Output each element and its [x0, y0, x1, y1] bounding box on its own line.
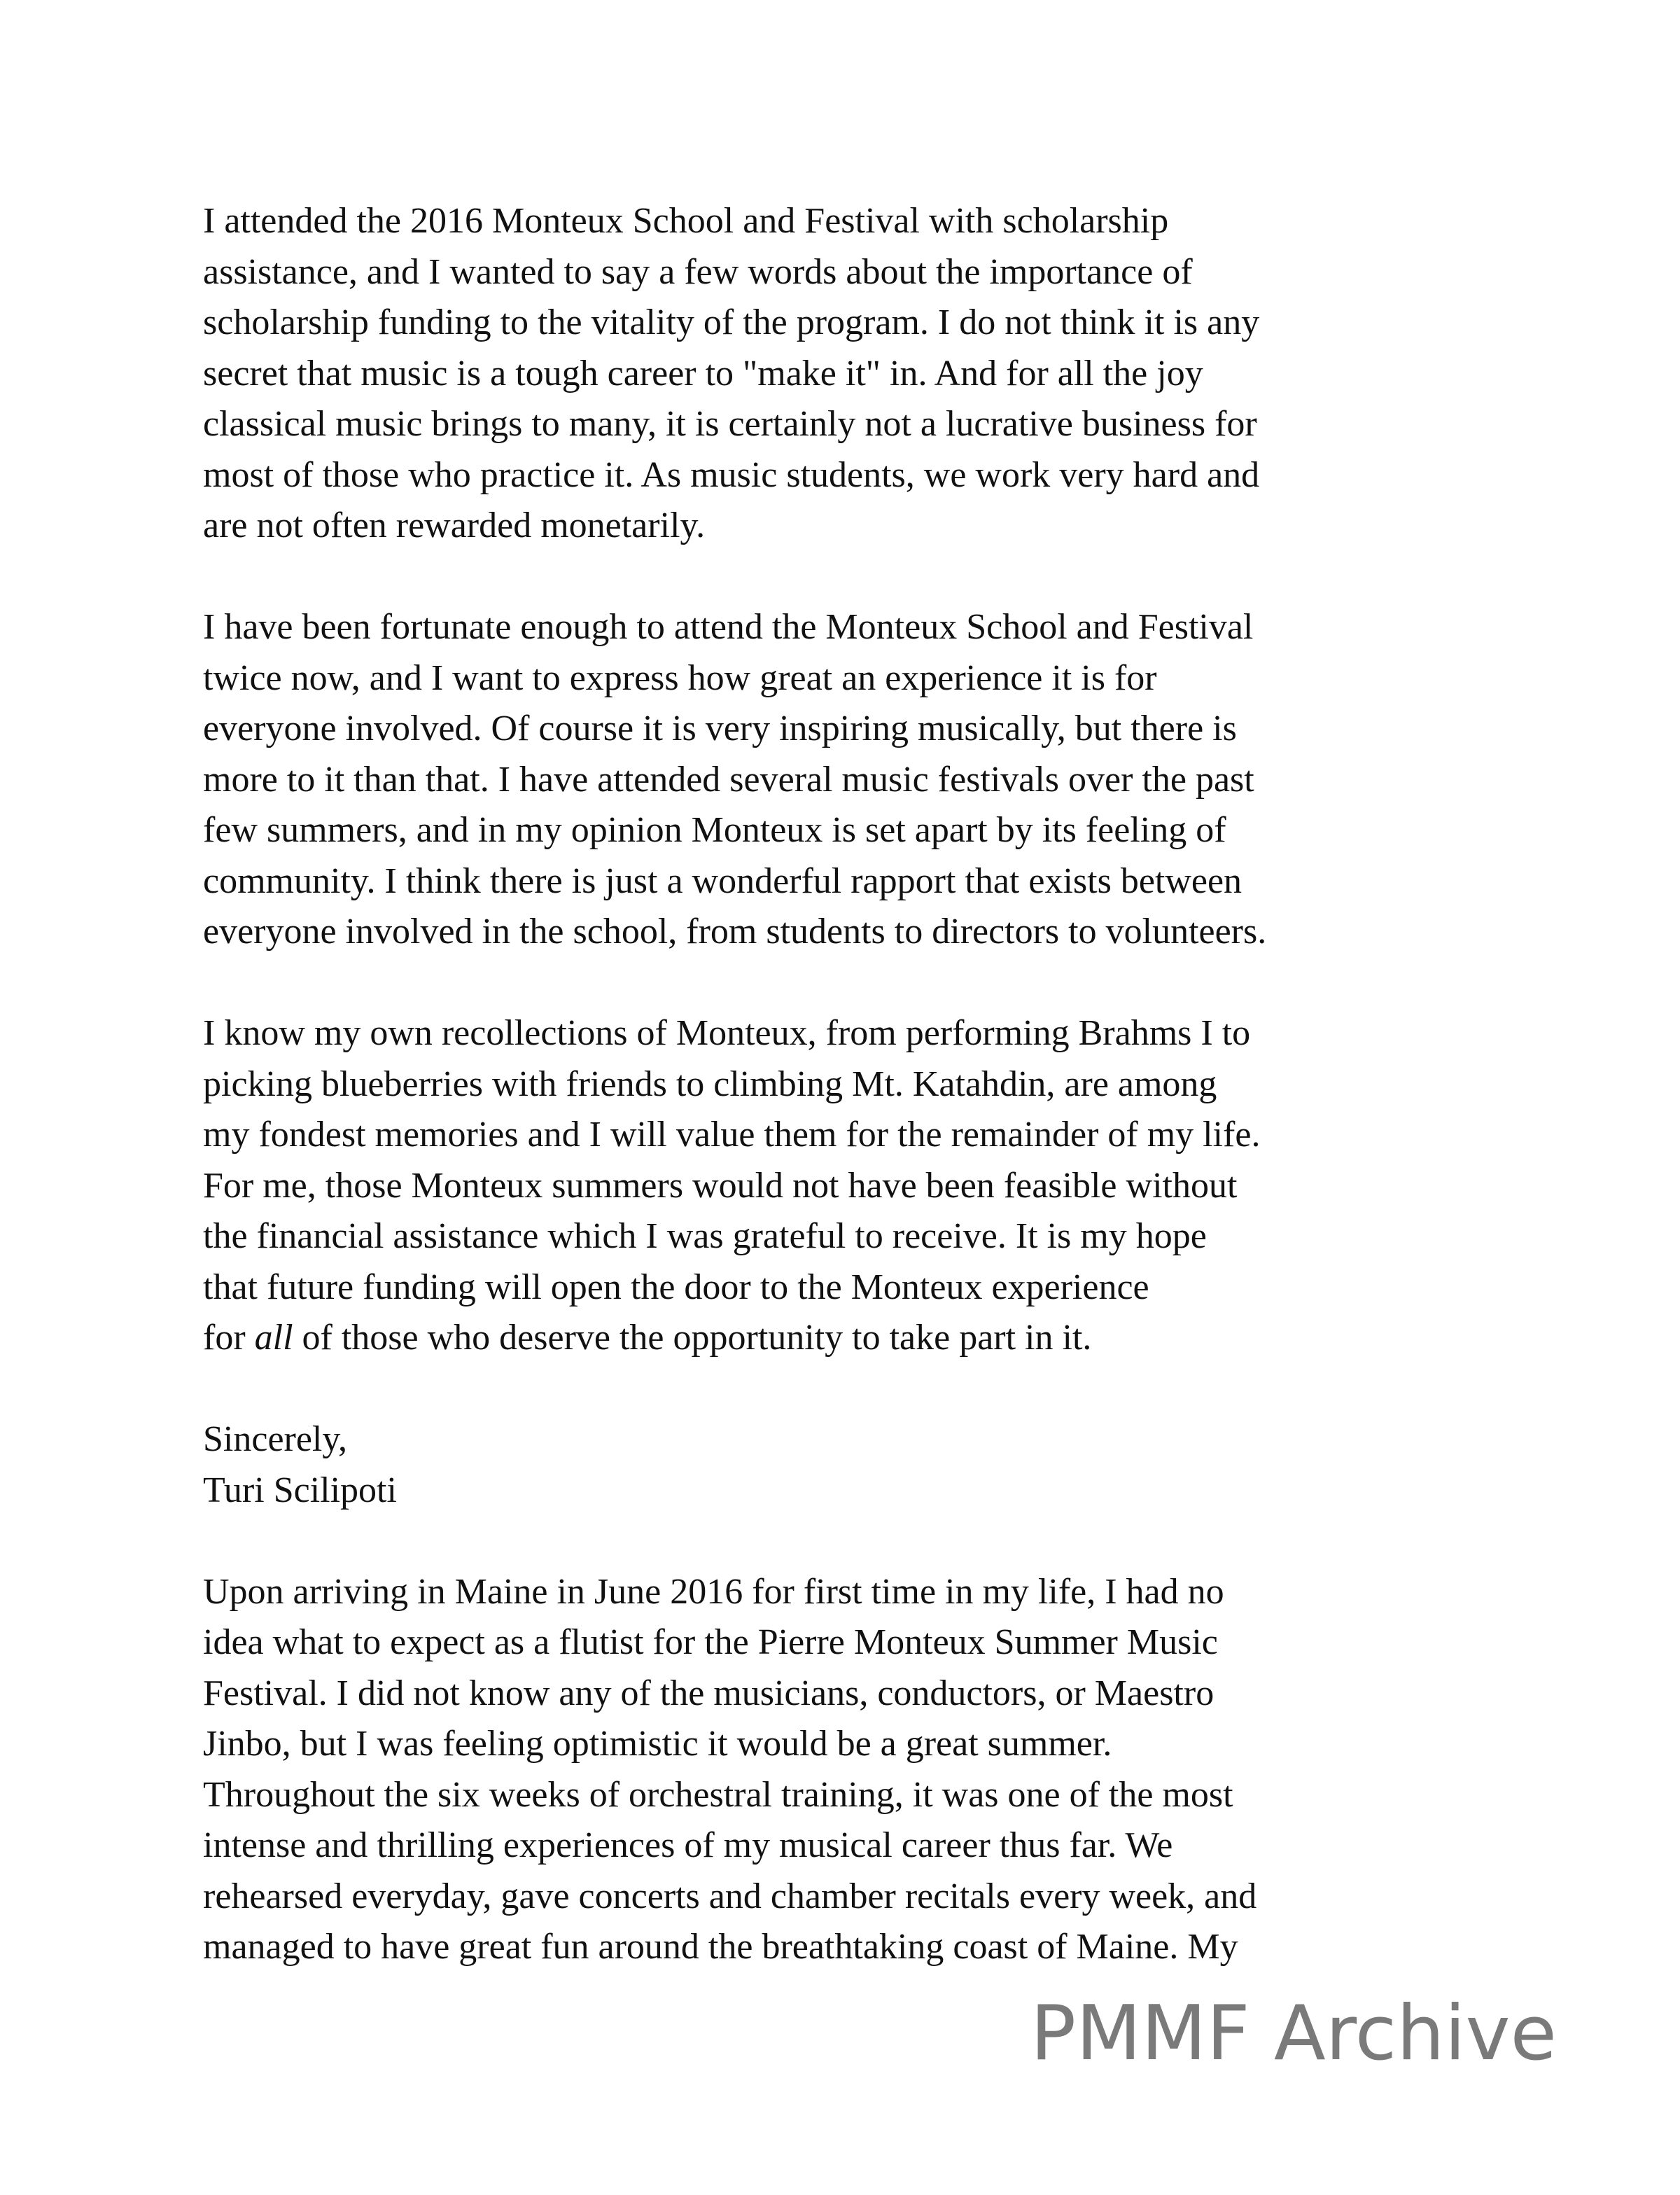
text-line: community. I think there is just a wonderful rapport that exists between — [203, 860, 1242, 901]
text-line: For me, those Monteux summers would not have been feasible without — [203, 1165, 1238, 1206]
text-line: assistance, and I wanted to say a few words about the importance of — [203, 251, 1193, 292]
letter-paragraph-1 — [203, 196, 1533, 552]
text-fragment: for — [203, 1318, 255, 1358]
text-line: most of those who practice it. As music students, we work very hard and — [203, 454, 1260, 495]
text-line: rehearsed everyday, gave concerts and chamber recitals every week, and — [203, 1876, 1257, 1916]
text-line: scholarship funding to the vitality of the program. I do not think it is any — [203, 302, 1260, 342]
text-line: I have been fortunate enough to attend the Monteux School and Festival — [203, 607, 1254, 647]
paragraph-spacer — [203, 552, 1533, 603]
text-line: classical music brings to many, it is certainly not a lucrative business for — [203, 404, 1257, 444]
text-line: I attended the 2016 Monteux School and Festival with scholarship — [203, 201, 1169, 241]
text-line: twice now, and I want to express how great an experience it is for — [203, 657, 1157, 698]
text-line: idea what to expect as a flutist for the Pierre Monteux Summer Music — [203, 1622, 1218, 1662]
text-line: Jinbo, but I was feeling optimistic it would be a great summer. — [203, 1724, 1112, 1764]
closing-text: Sincerely, — [203, 1419, 347, 1459]
text-line: the financial assistance which I was grateful to receive. It is my hope — [203, 1216, 1207, 1256]
text-line: few summers, and in my opinion Monteux is set apart by its feeling of — [203, 810, 1226, 850]
text-fragment: of those who deserve the opportunity to take part in it. — [293, 1318, 1092, 1358]
text-line: more to it than that. I have attended several music festivals over the past — [203, 759, 1254, 800]
text-line: I know my own recollections of Monteux, from performing Brahms I to — [203, 1013, 1251, 1053]
text-line: everyone involved. Of course it is very inspiring musically, but there is — [203, 709, 1237, 748]
letter-body — [203, 196, 1533, 1973]
text-line: that future funding will open the door to the Monteux experience — [203, 1267, 1149, 1307]
text-line: picking blueberries with friends to climbing Mt. Katahdin, are among — [203, 1064, 1217, 1104]
text-line: Upon arriving in Maine in June 2016 for first time in my life, I had no — [203, 1571, 1224, 1612]
text-line: Throughout the six weeks of orchestral training, it was one of the most — [203, 1774, 1233, 1815]
signature-name: Turi Scilipoti — [203, 1470, 397, 1510]
text-line: secret that music is a tough career to "make it" in. And for all the joy — [203, 353, 1203, 393]
text-line: intense and thrilling experiences of my musical career thus far. We — [203, 1825, 1173, 1865]
text-line: are not often rewarded monetarily. — [203, 506, 706, 545]
text-line: managed to have great fun around the breathtaking coast of Maine. My — [203, 1927, 1238, 1967]
text-line: everyone involved in the school, from students to directors to volunteers. — [203, 912, 1267, 952]
letter-paragraph-3 — [203, 1008, 1533, 1364]
letter-signoff — [203, 1414, 1533, 1516]
paragraph-spacer — [203, 1364, 1533, 1415]
paragraph-spacer — [203, 958, 1533, 1009]
letter-paragraph-2 — [203, 602, 1533, 958]
archive-watermark: PMMF Archive — [1030, 1990, 1557, 2077]
text-line: my fondest memories and I will value them for the remainder of my life. — [203, 1115, 1261, 1155]
second-letter-paragraph-1 — [203, 1567, 1533, 1973]
text-line: Festival. I did not know any of the musicians, conductors, or Maestro — [203, 1673, 1214, 1713]
italic-word: all — [254, 1318, 293, 1358]
text-line-with-italic — [203, 1313, 1533, 1364]
paragraph-spacer — [203, 1516, 1533, 1567]
